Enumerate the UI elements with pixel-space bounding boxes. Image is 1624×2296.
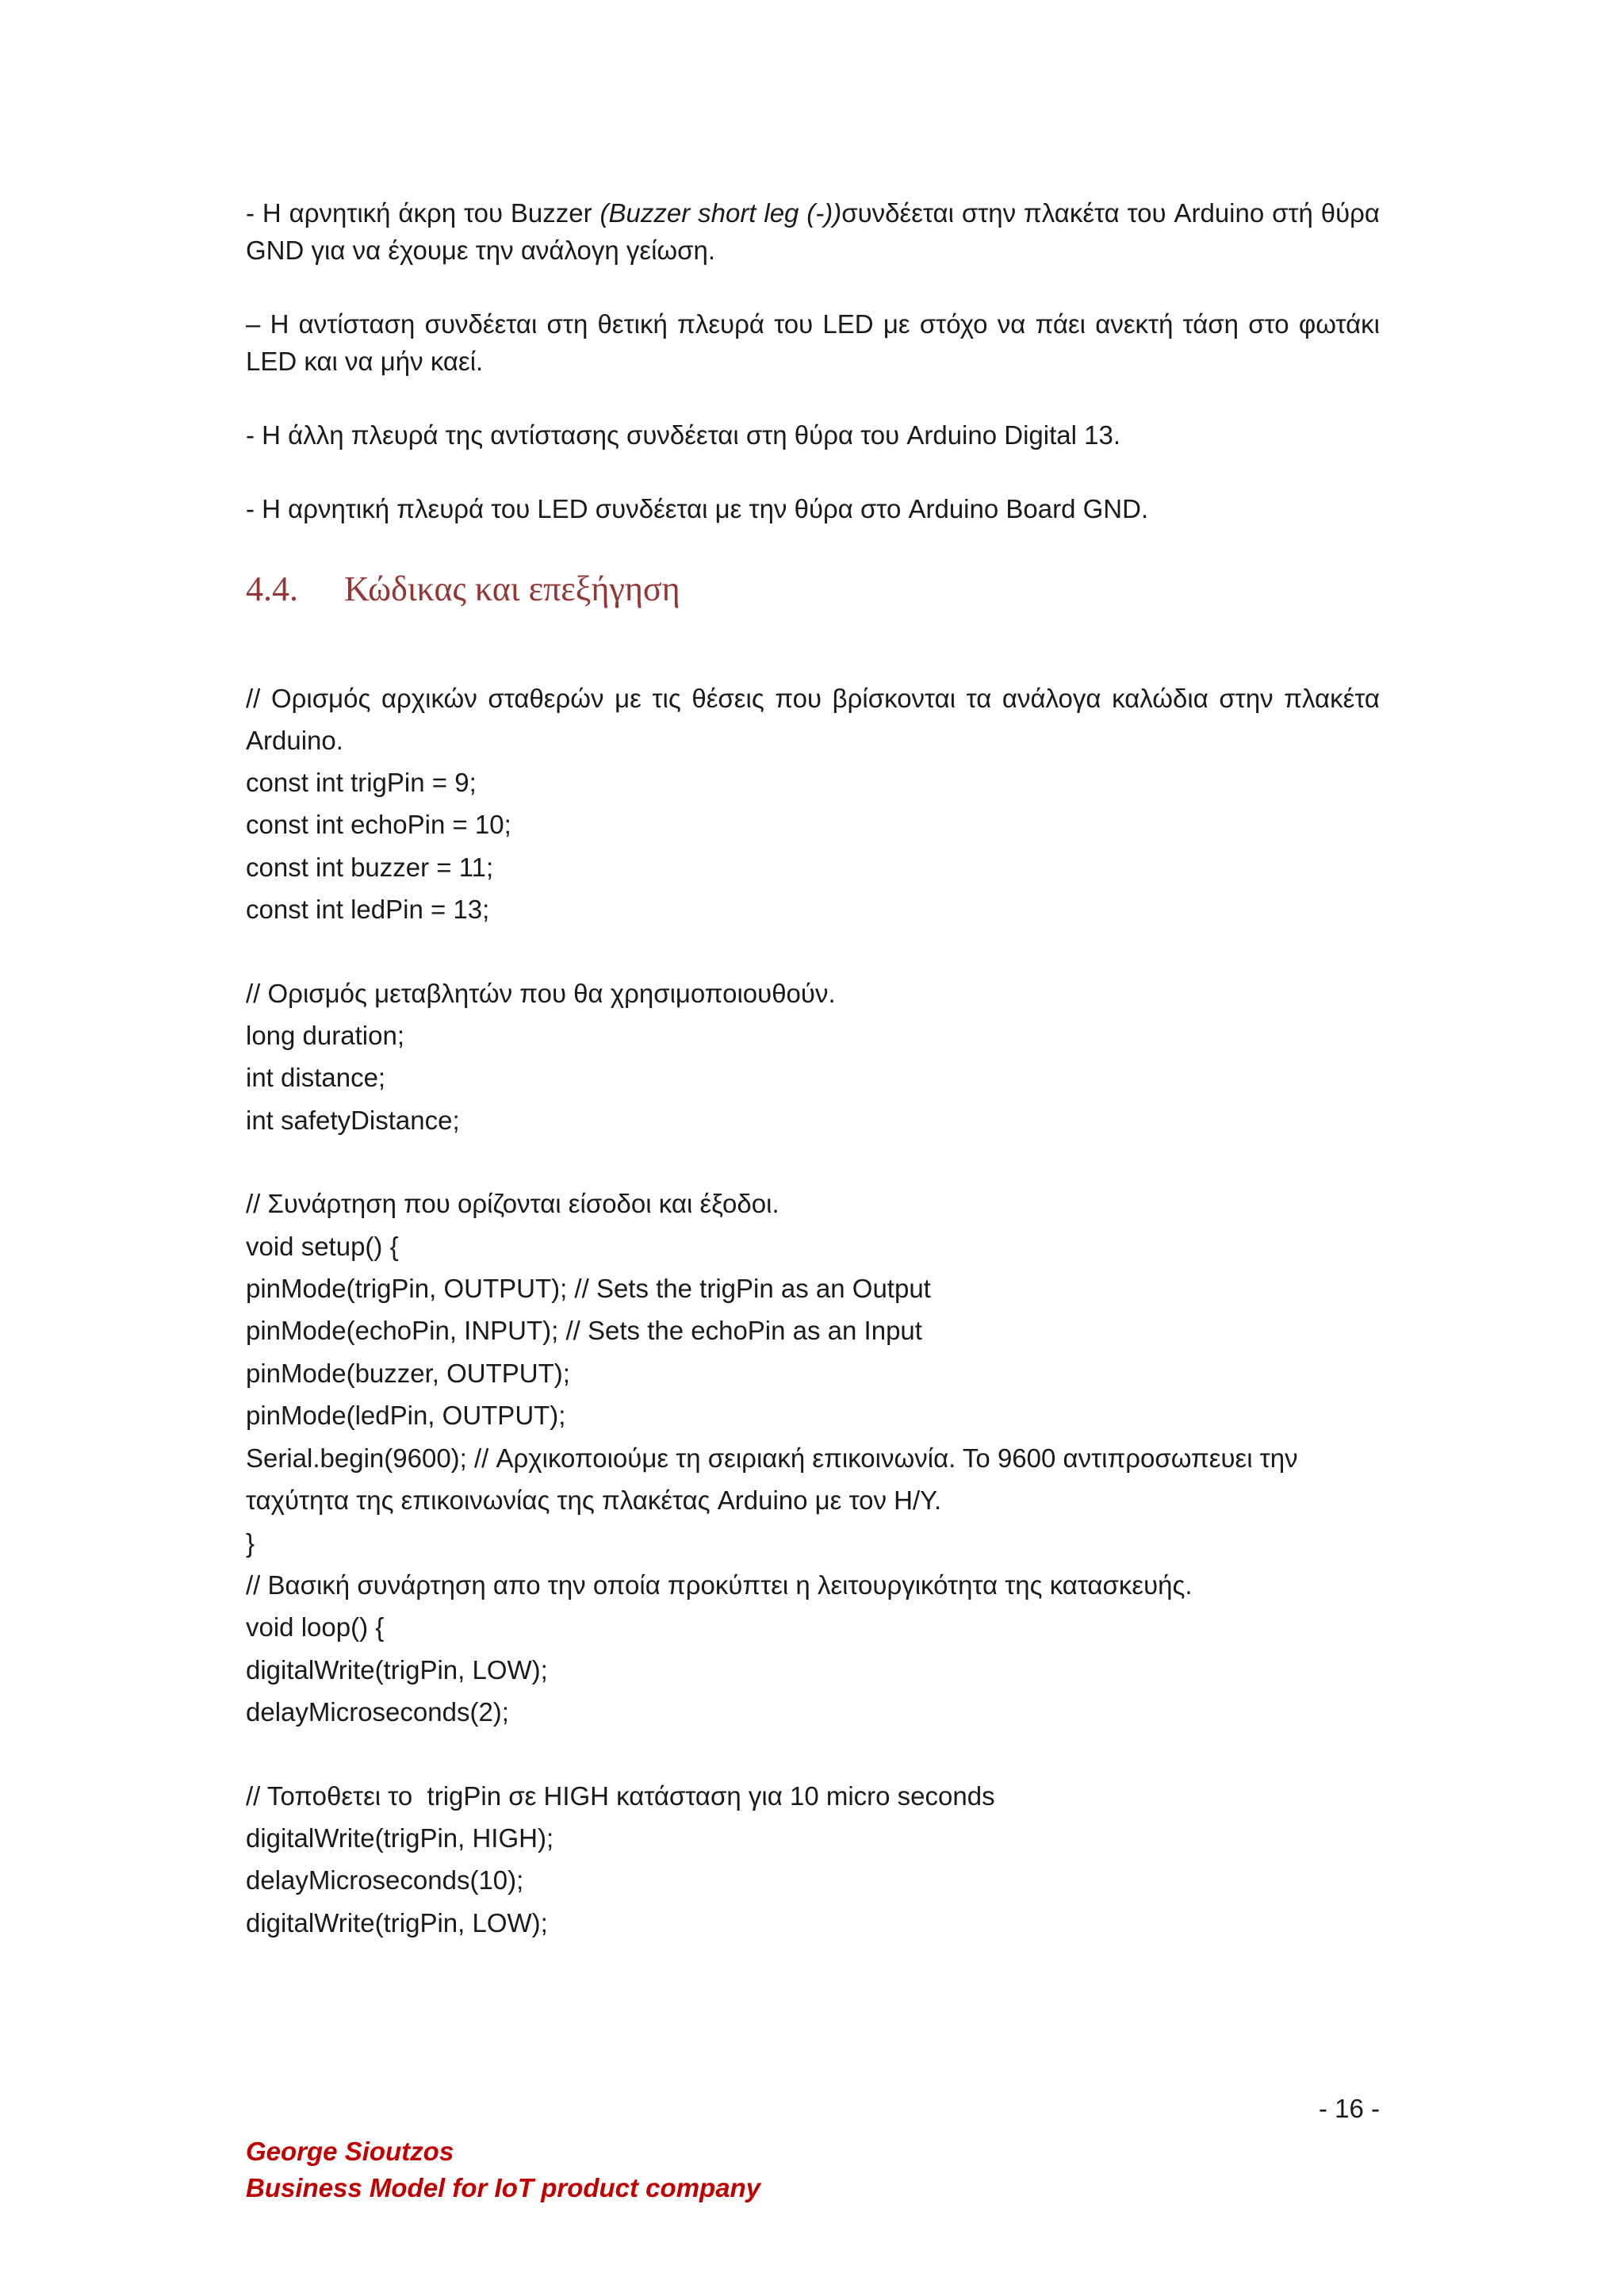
section-number: 4.4. bbox=[246, 569, 298, 608]
page-content bbox=[246, 194, 1380, 1944]
code-line: delayMicroseconds(2); bbox=[246, 1697, 509, 1727]
paragraph-resistor-other-side: - Η άλλη πλευρά της αντίστασης συνδέεται στη θύρα του Arduino Digital 13. bbox=[246, 420, 1121, 450]
code-line: digitalWrite(trigPin, LOW); bbox=[246, 1654, 548, 1685]
code-block-variables bbox=[246, 972, 1380, 1142]
code-line: void loop() { bbox=[246, 1612, 385, 1642]
code-line: pinMode(echoPin, INPUT); // Sets the echoPin as an Input bbox=[246, 1316, 922, 1346]
code-block-loop bbox=[246, 1606, 1380, 1733]
code-comment: // Ορισμός μεταβλητών που θα χρησιμοποιουθούν. bbox=[246, 978, 836, 1008]
code-line: } bbox=[246, 1527, 255, 1558]
code-line: void setup() { bbox=[246, 1231, 399, 1261]
code-comment: // Συνάρτηση που ορίζονται είσοδοι και έξοδοι. bbox=[246, 1189, 779, 1219]
code-line: const int ledPin = 13; bbox=[246, 895, 490, 925]
code-line: digitalWrite(trigPin, HIGH); bbox=[246, 1823, 554, 1853]
paragraph-resistor: – Η αντίσταση συνδέεται στη θετική πλευρά του LED με στόχο να πάει ανεκτή τάση στο φωτάκι LED και να μήν καεί. bbox=[246, 309, 1380, 376]
section-heading bbox=[246, 569, 1380, 609]
section-title: Κώδικας και επεξήγηση bbox=[344, 569, 680, 608]
code-line: digitalWrite(trigPin, LOW); bbox=[246, 1907, 548, 1938]
footer-title: Business Model for IoT product company bbox=[246, 2173, 761, 2202]
footer bbox=[246, 2133, 760, 2206]
footer-author: George Sioutzos bbox=[246, 2137, 454, 2166]
paragraph-buzzer-negative bbox=[246, 194, 1380, 269]
page-number: - 16 - bbox=[1318, 2094, 1380, 2123]
code-line: pinMode(trigPin, OUTPUT); // Sets the trigPin as an Output bbox=[246, 1274, 931, 1304]
code-line: const int trigPin = 9; bbox=[246, 768, 477, 797]
code-line: int distance; bbox=[246, 1063, 386, 1093]
code-line: int safetyDistance; bbox=[246, 1105, 460, 1135]
paragraph-text: - Η αρνητική άκρη του Buzzer bbox=[246, 198, 600, 228]
paragraph-italic-text: (Buzzer short leg (-)) bbox=[599, 198, 842, 228]
code-line: Serial.begin(9600); // Αρχικοποιούμε τη σειριακή επικοινωνία. Το 9600 αντιπροσωπευει την ταχύτητα της επικοινωνίας της πλακέτας Arduino με τον Η/Υ. bbox=[246, 1443, 1298, 1516]
code-line: long duration; bbox=[246, 1021, 404, 1051]
paragraph-led-negative: - Η αρνητική πλευρά του LED συνδέεται με την θύρα στο Arduino Board GND. bbox=[246, 494, 1149, 523]
code-block-constants bbox=[246, 761, 1380, 931]
code-line: delayMicroseconds(10); bbox=[246, 1865, 524, 1895]
code-line: const int echoPin = 10; bbox=[246, 810, 511, 840]
code-line: const int buzzer = 11; bbox=[246, 852, 494, 882]
paragraph-text: συνδέεται στην πλακέτα του Arduino στή θύρα GND για να έχουμε την ανάλογη γείωση. bbox=[246, 198, 1381, 265]
code-block-setup bbox=[246, 1182, 1380, 1606]
code-line: pinMode(ledPin, OUTPUT); bbox=[246, 1401, 566, 1431]
code-block-trigger bbox=[246, 1775, 1380, 1945]
code-line: pinMode(buzzer, OUTPUT); bbox=[246, 1358, 570, 1388]
code-comment: // Τοποθετει το trigPin σε HIGH κατάσταση για 10 micro seconds bbox=[246, 1780, 995, 1811]
code-comment: // Βασική συνάρτηση απο την οποία προκύπτει η λειτουργικότητα της κατασκευής. bbox=[246, 1570, 1193, 1600]
intro-comment: // Ορισμός αρχικών σταθερών με τις θέσεις που βρίσκονται τα ανάλογα καλώδια στην πλακέτα Arduino. bbox=[246, 684, 1380, 755]
